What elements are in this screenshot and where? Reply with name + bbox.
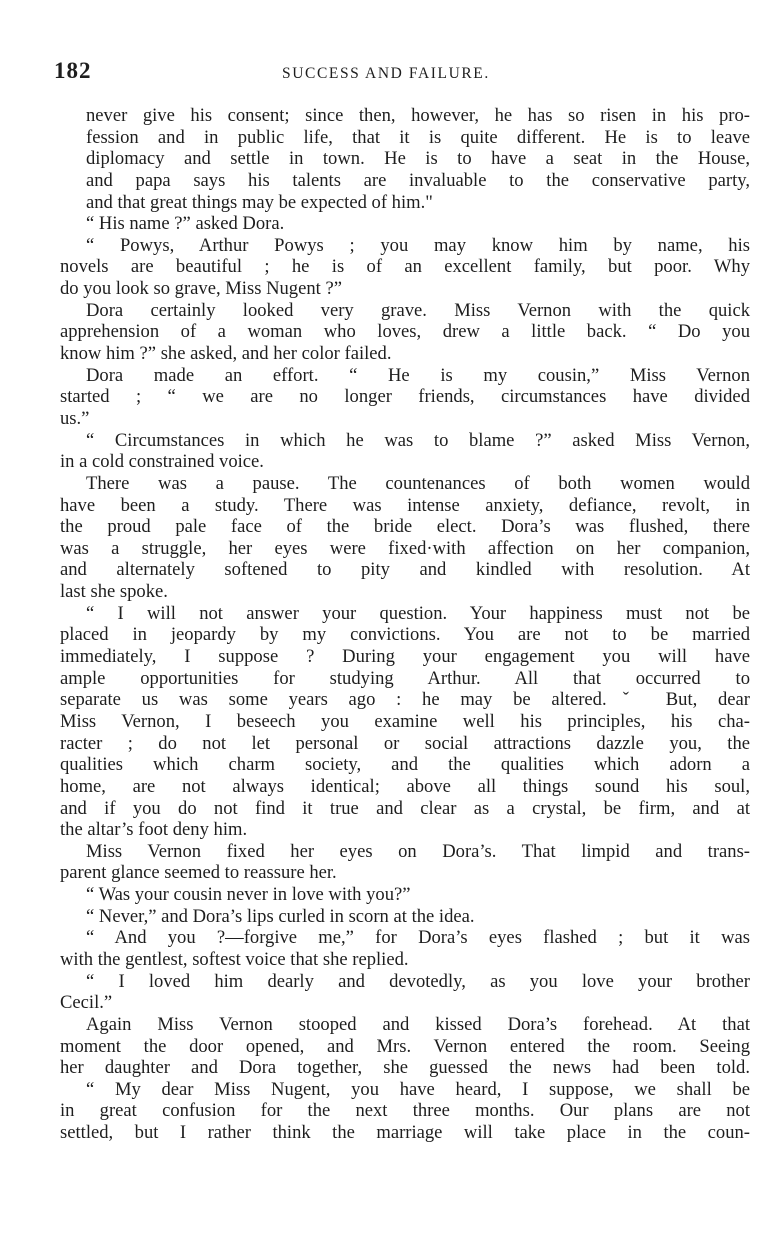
text-line: was a struggle, her eyes were fixed·with affection on her companion,: [60, 537, 750, 559]
text-line: never give his consent; since then, however, he has so risen in his pro-: [86, 105, 750, 126]
text-line: “ Never,” and Dora’s lips curled in scorn at the idea.: [86, 905, 475, 927]
running-title: SUCCESS AND FAILURE.: [282, 65, 490, 82]
text-line: “ And you ?—forgive me,” for Dora’s eyes flashed ; but it was: [86, 927, 750, 949]
text-line: “ Powys, Arthur Powys ; you may know him by name, his: [86, 234, 750, 256]
text-line: “ I will not answer your question. Your happiness must not be: [86, 602, 750, 624]
text-line: placed in jeopardy by my convictions. You are not to be married: [60, 624, 750, 646]
text-line: “ I loved him dearly and devotedly, as you love your brother: [86, 970, 750, 992]
text-line: fession and in public life, that it is quite different. He is to leave: [86, 126, 750, 148]
text-line: Dora certainly looked very grave. Miss Vernon with the quick: [86, 299, 750, 321]
text-line: and papa says his talents are invaluable to the conservative party,: [86, 169, 750, 191]
page-header: [0, 58, 784, 88]
text-line: Cecil.”: [60, 992, 113, 1014]
text-line: Miss Vernon, I beseech you examine well his principles, his cha-: [60, 710, 750, 732]
text-line: qualities which charm society, and the qualities which adorn a: [60, 754, 750, 776]
text-line: her daughter and Dora together, she guessed the news had been told.: [60, 1057, 750, 1079]
text-line: There was a pause. The countenances of both women would: [86, 472, 750, 494]
text-line: and alternately softened to pity and kindled with resolution. At: [60, 559, 750, 581]
text-line: novels are beautiful ; he is of an excellent family, but poor. Why: [60, 256, 750, 278]
text-line: immediately, I suppose ? During your engagement you will have: [60, 646, 750, 668]
text-line: have been a study. There was intense anxiety, defiance, revolt, in: [60, 494, 750, 516]
text-line: and if you do not find it true and clear as a crystal, be firm, and at: [60, 797, 750, 819]
body-text: [60, 105, 750, 1144]
text-line: know him ?” she asked, and her color failed.: [60, 343, 392, 365]
text-line: settled, but I rather think the marriage will take place in the coun-: [60, 1122, 750, 1144]
text-line: apprehension of a woman who loves, drew a little back. “ Do you: [60, 321, 750, 343]
text-line: the altar’s foot deny him.: [60, 819, 248, 841]
text-line: Dora made an effort. “ He is my cousin,” Miss Vernon: [86, 364, 750, 386]
text-line: “ Circumstances in which he was to blame ?” asked Miss Vernon,: [86, 429, 750, 451]
text-line: moment the door opened, and Mrs. Vernon entered the room. Seeing: [60, 1035, 750, 1057]
text-line: Again Miss Vernon stooped and kissed Dora’s forehead. At that: [86, 1013, 750, 1035]
text-line: “ His name ?” asked Dora.: [86, 213, 285, 235]
text-line: started ; “ we are no longer friends, circumstances have divided: [60, 386, 750, 408]
text-line: ample opportunities for studying Arthur. All that occurred to: [60, 667, 750, 689]
text-line: with the gentlest, softest voice that she replied.: [60, 948, 409, 970]
text-line: separate us was some years ago : he may be altered.ˇ But, dear: [60, 689, 750, 711]
text-line: parent glance seemed to reassure her.: [60, 862, 337, 884]
text-line: in great confusion for the next three months. Our plans are not: [60, 1100, 750, 1122]
text-line: home, are not always identical; above all things sound his soul,: [60, 775, 750, 797]
text-line: last she spoke.: [60, 581, 168, 603]
text-line: “ Was your cousin never in love with you?”: [86, 884, 411, 906]
text-line: racter ; do not let personal or social attractions dazzle you, the: [60, 732, 750, 754]
text-line: and that great things may be expected of him.": [86, 191, 433, 213]
text-line: diplomacy and settle in town. He is to have a seat in the House,: [86, 148, 750, 170]
page-number: 182: [54, 58, 92, 83]
text-line: in a cold constrained voice.: [60, 451, 264, 473]
text-line: Miss Vernon fixed her eyes on Dora’s. That limpid and trans-: [86, 840, 750, 862]
text-line: the proud pale face of the bride elect. Dora’s was flushed, there: [60, 516, 750, 538]
text-line: us.”: [60, 407, 90, 429]
text-line: do you look so grave, Miss Nugent ?”: [60, 278, 342, 300]
text-line: “ My dear Miss Nugent, you have heard, I suppose, we shall be: [86, 1078, 750, 1100]
